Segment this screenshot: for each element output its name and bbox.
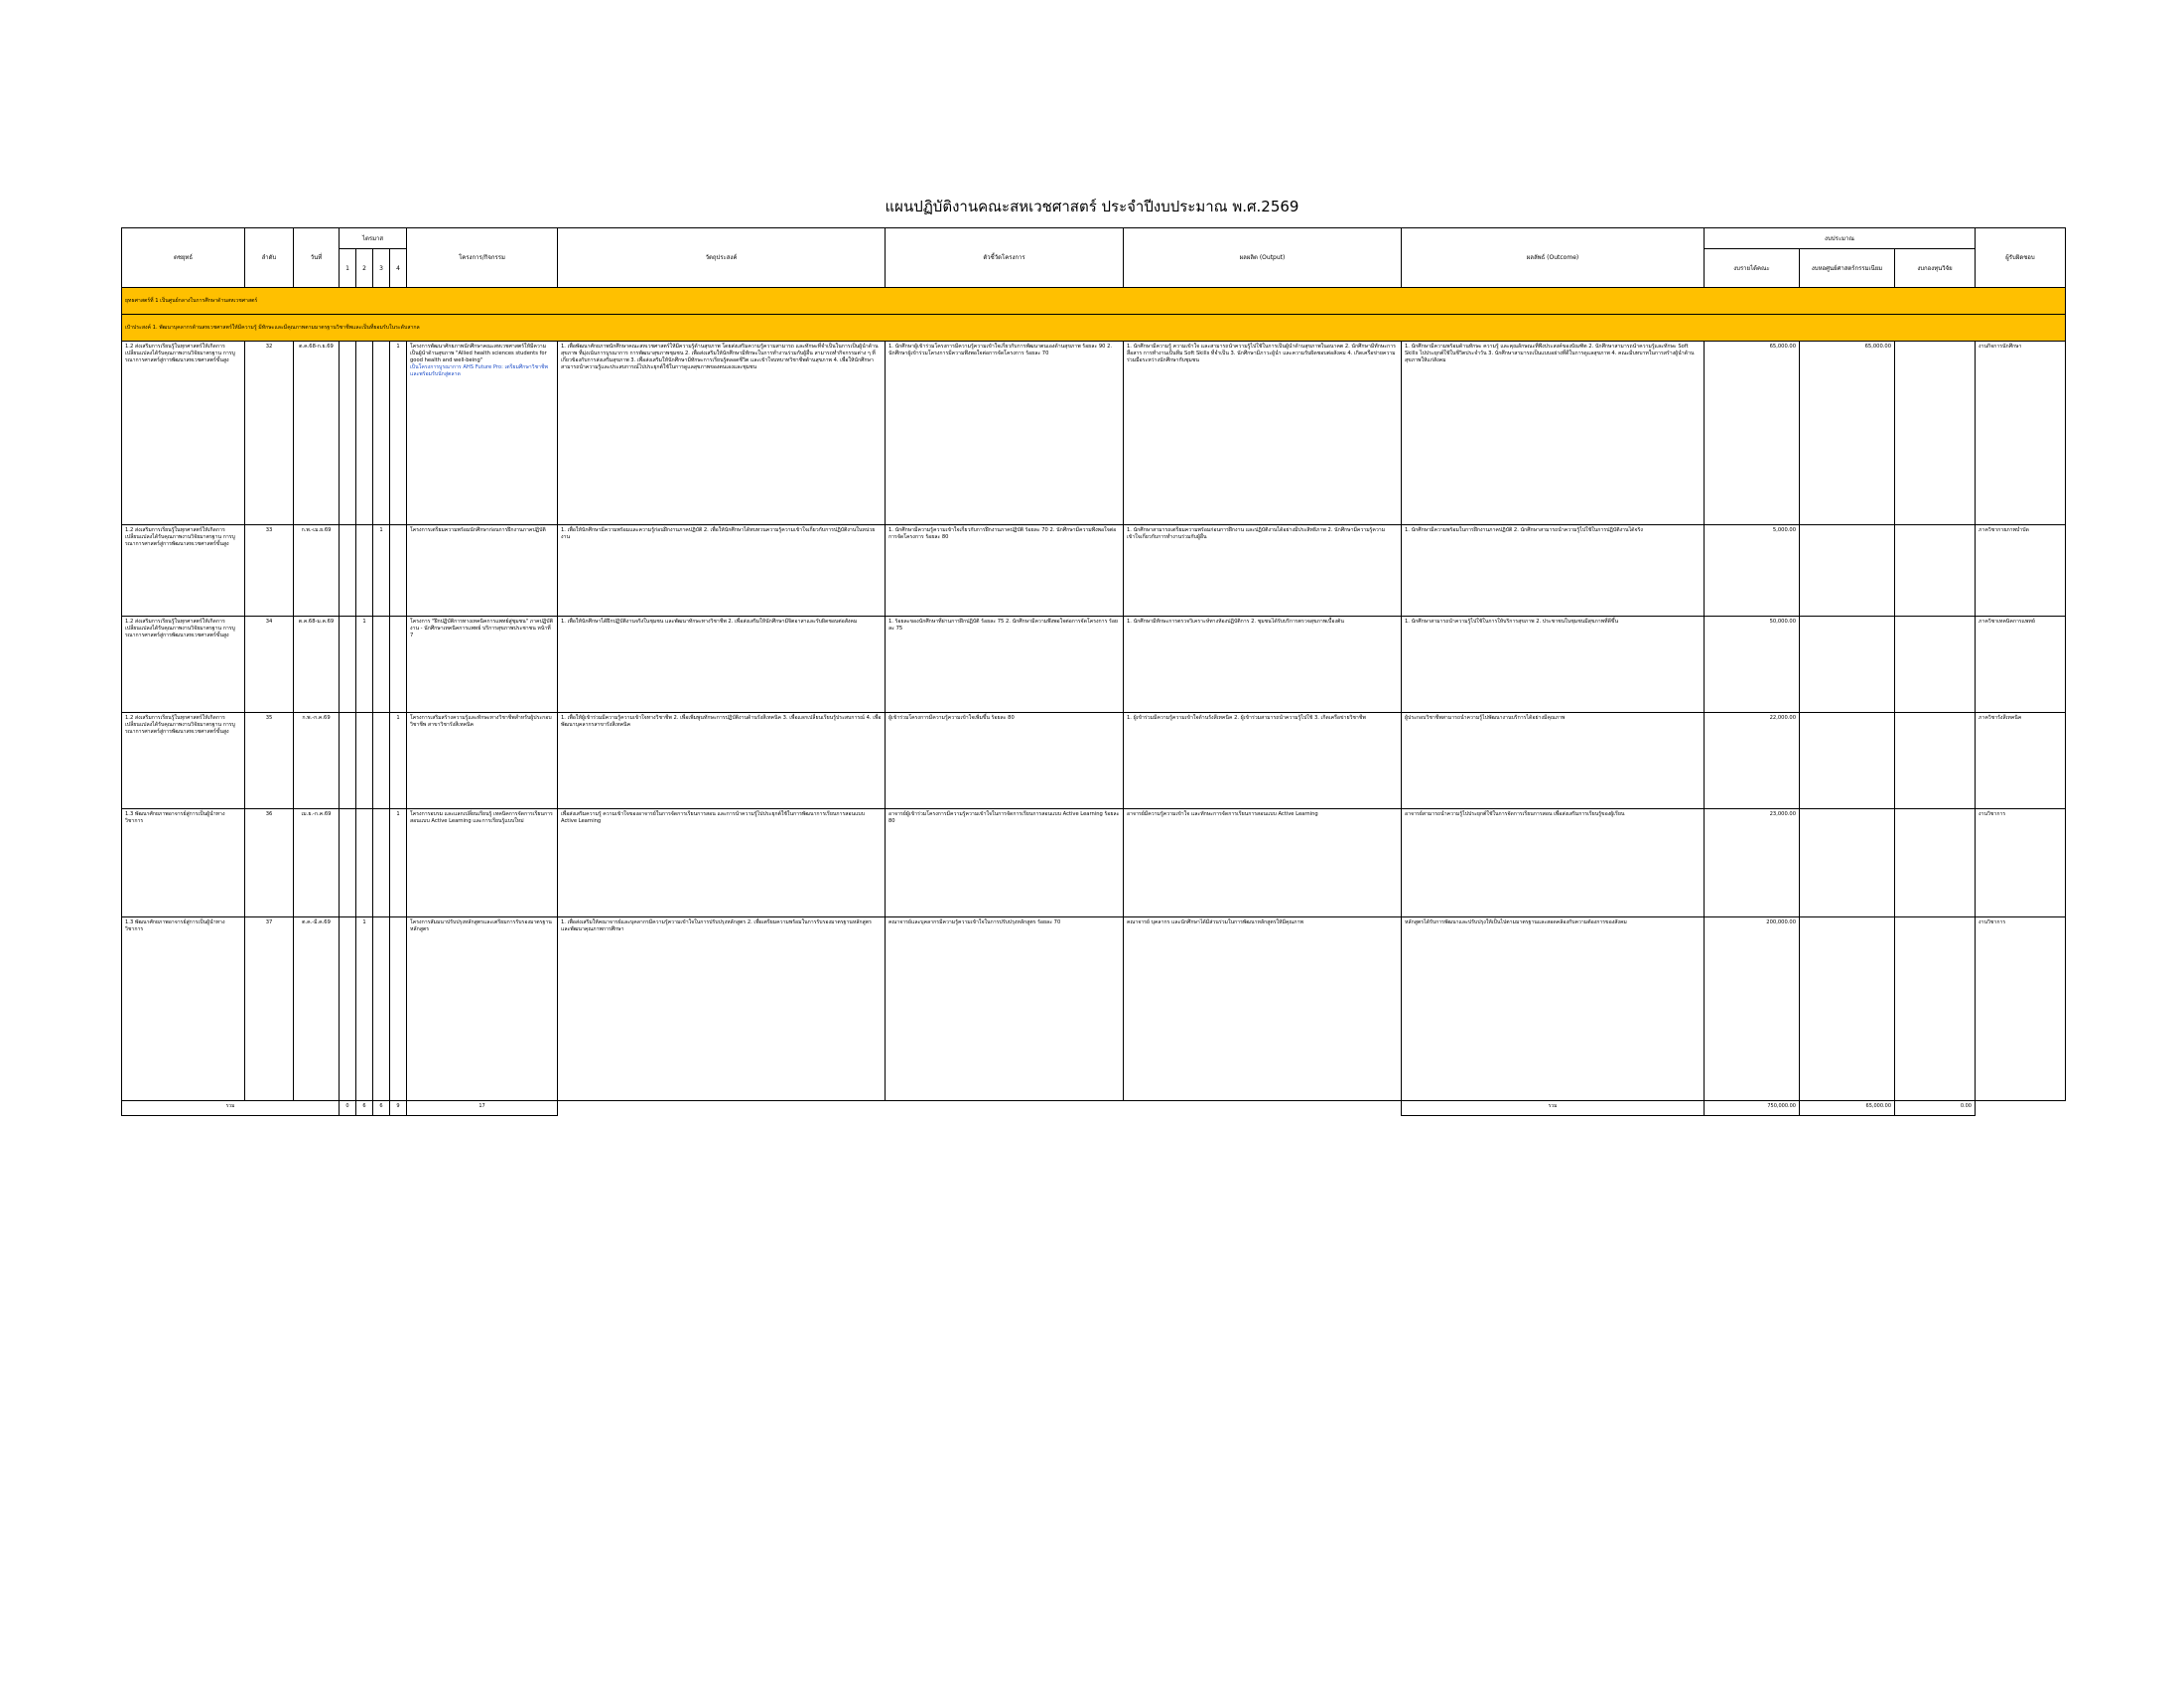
cell-date: ต.ค.68-ก.ย.69 [294, 342, 340, 525]
total-label-2: รวม [1402, 1101, 1705, 1116]
cell-q2: 1 [356, 617, 373, 713]
page-title: แผนปฏิบัติงานคณะสหเวชศาสตร์ ประจำปีงบประมาณ พ.ศ.2569 [885, 198, 1299, 215]
cell-q2: 1 [356, 917, 373, 1101]
cell-strategy: 1.3 พัฒนาศักยภาพอาจารย์สู่การเป็นผู้นำทางวิชาการ [122, 917, 245, 1101]
header-quarter: ไตรมาส [340, 228, 407, 249]
cell-objective: 1. เพื่อให้นักศึกษามีความพร้อมและความรู้ก่อนฝึกงานภาคปฏิบัติ 2. เพื่อให้นักศึกษาได้ทบทวนความรู้ความเข้าใจเกี่ยวกับการปฏิบัติงานในหน่วยงาน [558, 525, 886, 617]
cell-q4: 1 [390, 713, 407, 809]
cell-q3 [373, 809, 390, 917]
header-budget-center: งบหอศูนย์ศาสตร์กรรมเนียม [1800, 249, 1895, 288]
cell-indicator: คณาจารย์และบุคลากรมีความรู้ความเข้าใจในการปรับปรุงหลักสูตร ร้อยละ 70 [886, 917, 1124, 1101]
cell-outcome: ผู้ประกอบวิชาชีพสามารถนำความรู้ไปพัฒนางานบริการได้อย่างมีคุณภาพ [1402, 713, 1705, 809]
cell-q1 [340, 917, 356, 1101]
cell-outcome: อาจารย์สามารถนำความรู้ไปประยุกต์ใช้ในการจัดการเรียนการสอน เพื่อส่งเสริมการเรียนรู้ของผู้เรียน [1402, 809, 1705, 917]
cell-budget-research [1895, 809, 1976, 917]
cell-budget-center: 65,000.00 [1800, 342, 1895, 525]
header-budget-faculty: งบรายได้คณะ [1705, 249, 1800, 288]
project-name: โครงการพัฒนาศักยภาพนักศึกษาคณะสหเวชศาสตร์ให้มีความเป็นผู้นำด้านสุขภาพ "Allied health sciences students for good health and well-being" [410, 344, 547, 363]
cell-responsible: ภาควิชากายภาพบำบัด [1976, 525, 2066, 617]
table-row [122, 917, 2066, 1101]
cell-project: โครงการเตรียมความพร้อมนักศึกษาก่อนการฝึกงานภาคปฏิบัติ [407, 525, 558, 617]
cell-q1 [340, 809, 356, 917]
header-project: โครงการ/กิจกรรม [407, 228, 558, 288]
cell-responsible: ภาควิชาเทคนิคการแพทย์ [1976, 617, 2066, 713]
cell-project: โครงการสัมมนาปรับปรุงหลักสูตรและเตรียมการรับรองมาตรฐานหลักสูตร [407, 917, 558, 1101]
cell-indicator: 1. ร้อยละของนักศึกษาที่ผ่านการฝึกปฏิบัติ ร้อยละ 75 2. นักศึกษามีความพึงพอใจต่อการจัดโครงการ ร้อยละ 75 [886, 617, 1124, 713]
cell-budget-faculty: 50,000.00 [1705, 617, 1800, 713]
cell-q4 [390, 525, 407, 617]
header-responsible: ผู้รับผิดชอบ [1976, 228, 2066, 288]
cell-order: 32 [245, 342, 294, 525]
cell-strategy: 1.2 ส่งเสริมการเรียนรู้ในทุกศาสตร์ให้เกิดการเปลี่ยนแปลงได้รับคุณภาพงานวิจัยมาตรฐาน การบูรณาการศาสตร์สู่การพัฒนาสหเวชศาสตร์ขั้นสูง [122, 713, 245, 809]
cell-q1 [340, 342, 356, 525]
cell-budget-research [1895, 342, 1976, 525]
cell-budget-center [1800, 917, 1895, 1101]
header-order: ลำดับ [245, 228, 294, 288]
cell-outcome: 1. นักศึกษาสามารถนำความรู้ไปใช้ในการให้บริการสุขภาพ 2. ประชาชนในชุมชนมีสุขภาพที่ดีขึ้น [1402, 617, 1705, 713]
cell-budget-center [1800, 617, 1895, 713]
cell-indicator: 1. นักศึกษามีความรู้ความเข้าใจเกี่ยวกับการฝึกงานภาคปฏิบัติ ร้อยละ 70 2. นักศึกษามีความพึงพอใจต่อการจัดโครงการ ร้อยละ 80 [886, 525, 1124, 617]
cell-project: โครงการ "ฝึกปฏิบัติการทางเทคนิคการแพทย์สู่ชุมชน" ภาคปฏิบัติงาน - นักศึกษาเทคนิคการแพทย์ บริการสุขภาพประชาชน หน้าที่ 7 [407, 617, 558, 713]
cell-q4: 1 [390, 809, 407, 917]
cell-strategy: 1.2 ส่งเสริมการเรียนรู้ในทุกศาสตร์ให้เกิดการเปลี่ยนแปลงได้รับคุณภาพงานวิจัยมาตรฐาน การบูรณาการศาสตร์สู่การพัฒนาสหเวชศาสตร์ขั้นสูง [122, 617, 245, 713]
table-row [122, 525, 2066, 617]
total-q4: 9 [390, 1101, 407, 1116]
cell-indicator: ผู้เข้าร่วมโครงการมีความรู้ความเข้าใจเพิ่มขึ้น ร้อยละ 80 [886, 713, 1124, 809]
total-row [122, 1101, 2066, 1116]
cell-date: ต.ค.-มี.ค.69 [294, 917, 340, 1101]
total-q3: 6 [373, 1101, 390, 1116]
total-spacer-end [1976, 1101, 2066, 1116]
cell-strategy: 1.2 ส่งเสริมการเรียนรู้ในทุกศาสตร์ให้เกิดการเปลี่ยนแปลงได้รับคุณภาพงานวิจัยมาตรฐาน การบูรณาการศาสตร์สู่การพัฒนาสหเวชศาสตร์ขั้นสูง [122, 525, 245, 617]
total-q2: 6 [356, 1101, 373, 1116]
cell-indicator: อาจารย์ผู้เข้าร่วมโครงการมีความรู้ความเข้าใจในการจัดการเรียนการสอนแบบ Active Learning ร้อยละ 80 [886, 809, 1124, 917]
cell-q2 [356, 342, 373, 525]
plan-table [121, 227, 2066, 1116]
cell-objective: 1. เพื่อส่งเสริมให้คณาจารย์และบุคลากรมีความรู้ความเข้าใจในการปรับปรุงหลักสูตร 2. เพื่อเตรียมความพร้อมในการรับรองมาตรฐานหลักสูตร และพัฒนาคุณภาพการศึกษา [558, 917, 886, 1101]
table-row [122, 809, 2066, 917]
cell-outcome: 1. นักศึกษามีความพร้อมในการฝึกงานภาคปฏิบัติ 2. นักศึกษาสามารถนำความรู้ไปใช้ในการปฏิบัติงานได้จริง [1402, 525, 1705, 617]
cell-date: ก.พ.-ก.ค.69 [294, 713, 340, 809]
cell-project: โครงการเสริมสร้างความรู้และทักษะทางวิชาชีพสำหรับผู้ประกอบวิชาชีพ สาขาวิชารังสีเทคนิค [407, 713, 558, 809]
cell-q3 [373, 342, 390, 525]
cell-responsible: งานวิชาการ [1976, 917, 2066, 1101]
cell-budget-research [1895, 713, 1976, 809]
cell-q2 [356, 525, 373, 617]
cell-budget-research [1895, 525, 1976, 617]
total-budget-faculty: 750,000.00 [1705, 1101, 1800, 1116]
table-row [122, 342, 2066, 525]
cell-q1 [340, 713, 356, 809]
goal-band: เป้าประสงค์ 1. พัฒนาบุคลากรด้านสหเวชศาสตร์ให้มีความรู้ มีทักษะและมีคุณภาพตามมาตรฐานวิชาชีพและเป็นที่ยอมรับในระดับสากล [122, 315, 2066, 342]
cell-budget-center [1800, 713, 1895, 809]
cell-q1 [340, 617, 356, 713]
cell-objective: 1. เพื่อให้ผู้เข้าร่วมมีความรู้ความเข้าใจทางวิชาชีพ 2. เพื่อเพิ่มพูนทักษะการปฏิบัติงานด้านรังสีเทคนิค 3. เพื่อแลกเปลี่ยนเรียนรู้ประสบการณ์ 4. เพื่อพัฒนาบุคลากรสาขารังสีเทคนิค [558, 713, 886, 809]
cell-indicator: 1. นักศึกษาผู้เข้าร่วมโครงการมีความรู้ความเข้าใจเกี่ยวกับการพัฒนาตนเองด้านสุขภาพ ร้อยละ 90 2. นักศึกษาผู้เข้าร่วมโครงการมีความพึงพอใจต่อการจัดโครงการ ร้อยละ 70 [886, 342, 1124, 525]
cell-objective: 1. เพื่อพัฒนาศักยภาพนักศึกษาคณะสหเวชศาสตร์ให้มีความรู้ด้านสุขภาพ โดยส่งเสริมความรู้ความสามารถ และทักษะที่จำเป็นในการเป็นผู้นำด้านสุขภาพ ที่มุ่งเน้นการบูรณาการ การพัฒนาสุขภาพชุมชน 2. เพื่อส่งเสริมให้นักศึกษามีทักษะในการทำงานร่วมกับผู้อื่น สามารถทำกิจกรรมต่าง ๆ ที่เกี่ยวข้องกับการส่งเสริมสุขภาพ 3. เพื่อส่งเสริมให้นักศึกษามีทักษะการเรียนรู้ตลอดชีวิต และเข้าใจบทบาทวิชาชีพด้านสุขภาพ 4. เพื่อให้นักศึกษาสามารถนำความรู้และประสบการณ์ไปประยุกต์ใช้ในการดูแลสุขภาพของตนเองและชุมชน [558, 342, 886, 525]
total-spacer [558, 1101, 1402, 1116]
cell-q3: 1 [373, 525, 390, 617]
cell-budget-center [1800, 525, 1895, 617]
cell-order: 36 [245, 809, 294, 917]
header-indicator: ตัวชี้วัดโครงการ [886, 228, 1124, 288]
cell-responsible: งานกิจการนักศึกษา [1976, 342, 2066, 525]
cell-q1 [340, 525, 356, 617]
cell-q4: 1 [390, 342, 407, 525]
strategy-band: ยุทธศาสตร์ที่ 1 เป็นศูนย์กลางในการศึกษาด้านสหเวชศาสตร์ [122, 288, 2066, 315]
header-q1: 1 [340, 249, 356, 288]
header-strategy: ตชยุทธ์ [122, 228, 245, 288]
total-budget-center: 65,000.00 [1800, 1101, 1895, 1116]
cell-budget-faculty: 22,000.00 [1705, 713, 1800, 809]
cell-date: เม.ย.-ก.ค.69 [294, 809, 340, 917]
cell-output: 1. นักศึกษามีทักษะการตรวจวิเคราะห์ทางห้องปฏิบัติการ 2. ชุมชนได้รับบริการตรวจสุขภาพเบื้องต้น [1124, 617, 1402, 713]
cell-strategy: 1.3 พัฒนาศักยภาพอาจารย์สู่การเป็นผู้นำทางวิชาการ [122, 809, 245, 917]
total-projects: 17 [407, 1101, 558, 1116]
header-budget-research: งบกองทุนวิจัย [1895, 249, 1976, 288]
cell-budget-center [1800, 809, 1895, 917]
cell-q3 [373, 713, 390, 809]
cell-order: 37 [245, 917, 294, 1101]
cell-outcome: หลักสูตรได้รับการพัฒนาและปรับปรุงให้เป็นไปตามมาตรฐานและสอดคล้องกับความต้องการของสังคม [1402, 917, 1705, 1101]
table-row [122, 617, 2066, 713]
cell-q4 [390, 917, 407, 1101]
header-date: วันที่ [294, 228, 340, 288]
cell-budget-research [1895, 917, 1976, 1101]
table-row [122, 713, 2066, 809]
cell-outcome: 1. นักศึกษามีความพร้อมด้านทักษะ ความรู้ และคุณลักษณะที่พึงประสงค์ของบัณฑิต 2. นักศึกษาสามารถนำความรู้และทักษะ Soft Skills ไปประยุกต์ใช้ในชีวิตประจำวัน 3. นักศึกษาสามารถเป็นแบบอย่างที่ดีในการดูแลสุขภาพ 4. คณะมีบทบาทในการสร้างผู้นำด้านสุขภาพให้แก่สังคม [1402, 342, 1705, 525]
cell-responsible: ภาควิชารังสีเทคนิค [1976, 713, 2066, 809]
cell-budget-faculty: 200,000.00 [1705, 917, 1800, 1101]
header-q4: 4 [390, 249, 407, 288]
header-budget: งบประมาณ [1705, 228, 1976, 249]
cell-order: 35 [245, 713, 294, 809]
cell-q4 [390, 617, 407, 713]
cell-date: ก.พ.-เม.ย.69 [294, 525, 340, 617]
cell-responsible: งานวิชาการ [1976, 809, 2066, 917]
cell-strategy: 1.2 ส่งเสริมการเรียนรู้ในทุกศาสตร์ให้เกิดการเปลี่ยนแปลงได้รับคุณภาพงานวิจัยมาตรฐาน การบูรณาการศาสตร์สู่การพัฒนาสหเวชศาสตร์ขั้นสูง [122, 342, 245, 525]
header-objective: วัตถุประสงค์ [558, 228, 886, 288]
header-q3: 3 [373, 249, 390, 288]
cell-objective: เพื่อส่งเสริมความรู้ ความเข้าใจของอาจารย์ในการจัดการเรียนการสอน และการนำความรู้ไปประยุกต์ใช้ในการพัฒนาการเรียนการสอนแบบ Active Learning [558, 809, 886, 917]
cell-output: คณาจารย์ บุคลากร และนักศึกษาได้มีส่วนร่วมในการพัฒนาหลักสูตรให้มีคุณภาพ [1124, 917, 1402, 1101]
project-note: เป็นโครงการบูรณาการ AHS Future Pro: เตรียมศึกษาวิชาชีพและพร้อมรับนักสู่ตลาด [410, 364, 548, 377]
cell-q2 [356, 713, 373, 809]
cell-order: 33 [245, 525, 294, 617]
cell-objective: 1. เพื่อให้นักศึกษาได้ฝึกปฏิบัติงานจริงในชุมชน และพัฒนาทักษะทางวิชาชีพ 2. เพื่อส่งเสริมให้นักศึกษามีจิตอาสาและรับผิดชอบต่อสังคม [558, 617, 886, 713]
cell-budget-faculty: 23,000.00 [1705, 809, 1800, 917]
header-q2: 2 [356, 249, 373, 288]
header-outcome: ผลลัพธ์ (Outcome) [1402, 228, 1705, 288]
cell-budget-research [1895, 617, 1976, 713]
cell-budget-faculty: 65,000.00 [1705, 342, 1800, 525]
cell-output: อาจารย์มีความรู้ความเข้าใจ และทักษะการจัดการเรียนการสอนแบบ Active Learning [1124, 809, 1402, 917]
cell-order: 34 [245, 617, 294, 713]
cell-project [407, 342, 558, 525]
total-q1: 0 [340, 1101, 356, 1116]
cell-q3 [373, 917, 390, 1101]
cell-output: 1. นักศึกษาสามารถเตรียมความพร้อมก่อนการฝึกงาน และปฏิบัติงานได้อย่างมีประสิทธิภาพ 2. นักศึกษามีความรู้ความเข้าใจเกี่ยวกับการทำงานร่วมกับผู้อื่น [1124, 525, 1402, 617]
total-budget-research: 0.00 [1895, 1101, 1976, 1116]
header-output: ผลผลิต (Output) [1124, 228, 1402, 288]
total-label: รวม [122, 1101, 340, 1116]
cell-q3 [373, 617, 390, 713]
cell-q2 [356, 809, 373, 917]
cell-output: 1. ผู้เข้าร่วมมีความรู้ความเข้าใจด้านรังสีเทคนิค 2. ผู้เข้าร่วมสามารถนำความรู้ไปใช้ 3. เกิดเครือข่ายวิชาชีพ [1124, 713, 1402, 809]
cell-project: โครงการอบรม และแลกเปลี่ยนเรียนรู้ เทคนิคการจัดการเรียนการสอนแบบ Active Learning และการเรียนรู้แบบใหม่ [407, 809, 558, 917]
cell-output: 1. นักศึกษามีความรู้ ความเข้าใจ และสามารถนำความรู้ไปใช้ในการเป็นผู้นำด้านสุขภาพในอนาคต 2. นักศึกษามีทักษะการสื่อสาร การทำงานเป็นทีม Soft Skills ที่จำเป็น 3. นักศึกษามีภาวะผู้นำ และความรับผิดชอบต่อสังคม 4. เกิดเครือข่ายความร่วมมือระหว่างนักศึกษากับชุมชน [1124, 342, 1402, 525]
cell-date: ต.ค.68-ม.ค.69 [294, 617, 340, 713]
cell-budget-faculty: 5,000.00 [1705, 525, 1800, 617]
